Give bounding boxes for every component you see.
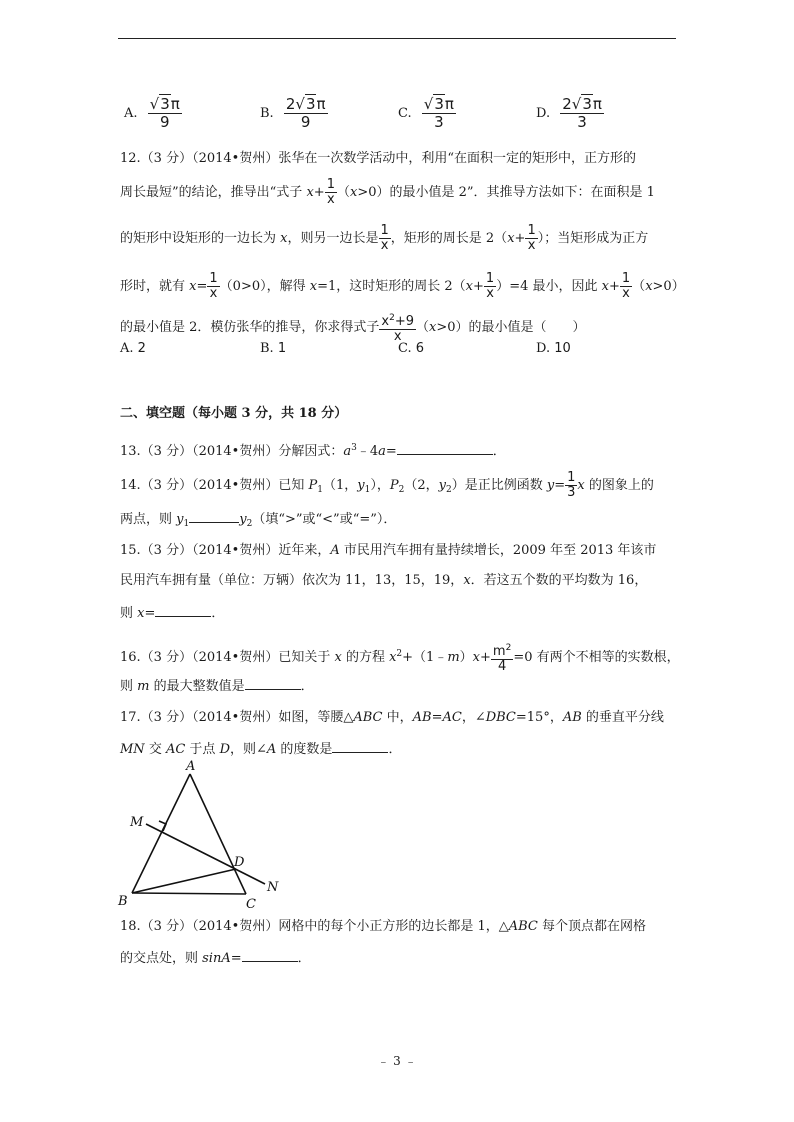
denominator: 9 <box>300 113 311 131</box>
text: 交 <box>144 742 166 757</box>
var-x: x <box>577 478 585 493</box>
numerator: 1 <box>567 470 576 485</box>
sqrt-symbol: √3 <box>423 95 444 113</box>
var-A: A <box>266 742 277 757</box>
text: 的垂直平分线 <box>581 710 664 725</box>
text: 则 <box>120 606 138 621</box>
answer-blank[interactable] <box>245 677 301 690</box>
var-x: x <box>389 650 397 665</box>
var-x: x <box>601 279 609 294</box>
denominator: x <box>209 286 218 301</box>
text: 13.（3 分）（2014•贺州）分解因式： <box>120 444 344 459</box>
answer-blank[interactable] <box>332 740 388 753</box>
option-letter: C. <box>398 341 412 356</box>
numerator: 1 <box>621 271 631 286</box>
numerator: 1 <box>380 223 389 238</box>
text: 的度数是 <box>276 742 333 757</box>
side-BC <box>132 893 246 894</box>
text: （2， <box>404 478 439 493</box>
text: 民用汽车拥有量（单位：万辆）依次为 11，13，15，19， <box>120 573 464 588</box>
text: ，∠ <box>461 710 486 725</box>
q12-line-5 <box>120 311 586 344</box>
text: 的最大整数值是 <box>149 679 245 694</box>
var-P: P <box>389 478 399 493</box>
var-y: y <box>176 512 184 527</box>
option-letter: B. <box>260 106 274 121</box>
section-2-title: 二、填空题（每小题 3 分，共 18 分） <box>120 406 348 421</box>
text: 形时，就有 <box>120 279 190 294</box>
answer-blank[interactable] <box>397 442 493 455</box>
var-x: x <box>306 185 314 200</box>
q11-option-b <box>260 96 328 131</box>
text: =15°， <box>515 710 563 725</box>
denominator: x <box>326 192 335 207</box>
radicand: 3 <box>582 95 592 113</box>
denominator: 4 <box>497 659 507 674</box>
q11-option-a <box>124 96 182 131</box>
q14-line-2 <box>120 510 396 532</box>
text: ． <box>388 742 402 757</box>
answer-blank[interactable] <box>242 949 298 962</box>
text: 14.（3 分）（2014•贺州）已知 <box>120 478 309 493</box>
option-letter: A. <box>124 106 138 121</box>
text: 17.（3 分）（2014•贺州）如图，等腰△ <box>120 710 354 725</box>
var-x: x <box>507 231 515 246</box>
label-C: C <box>246 897 256 910</box>
q11-option-c <box>398 96 456 131</box>
text: + <box>473 279 484 294</box>
option-letter: C. <box>398 106 412 121</box>
text: ．若这五个数的平均数为 16， <box>470 573 648 588</box>
text: ） <box>459 650 473 665</box>
q16-line-2 <box>120 677 314 695</box>
q16-line-1 <box>120 641 680 674</box>
subscript: 1 <box>317 485 323 495</box>
text: ． <box>297 951 311 966</box>
fraction-1-over-3 <box>565 471 577 500</box>
var-y: y <box>546 478 555 493</box>
text: + <box>313 185 325 200</box>
text: （1， <box>322 478 358 493</box>
text: ）是正比例函数 <box>451 478 547 493</box>
header-rule <box>118 38 676 39</box>
var-AB: AB <box>412 710 432 725</box>
page-number: ﹣ 3 ﹣ <box>377 1054 417 1068</box>
var-x: x <box>645 279 653 294</box>
text: = <box>554 478 566 493</box>
var-sinA: sinA <box>202 951 231 966</box>
side-AC <box>190 774 246 894</box>
q12-line-2 <box>120 178 655 207</box>
numerator-rest: +9 <box>394 314 415 329</box>
subscript: 1 <box>364 485 371 495</box>
var-AC: AC <box>165 742 186 757</box>
var-A: A <box>330 543 340 558</box>
segment-BD <box>132 869 236 893</box>
triangle-figure <box>110 760 290 910</box>
var-y: y <box>438 478 446 493</box>
text: （ <box>632 279 646 294</box>
q17-line-1 <box>120 710 664 726</box>
var-P: P <box>308 478 318 493</box>
denominator: x <box>393 329 402 344</box>
coefficient: 2 <box>562 95 572 113</box>
subscript: 2 <box>445 485 452 495</box>
fraction-x2-plus-9-over-x <box>379 311 416 344</box>
text: ． <box>300 679 314 694</box>
exponent: 2 <box>396 649 403 659</box>
question-13 <box>120 440 506 460</box>
var-AB: AB <box>562 710 582 725</box>
line-MN <box>146 824 265 884</box>
sqrt-symbol: √3 <box>571 95 592 113</box>
text: 市民用汽车拥有量持续增长，2009 年至 2013 年该市 <box>339 543 657 558</box>
numerator: 1 <box>485 271 495 286</box>
numerator: 1 <box>527 223 536 238</box>
var-x: x <box>463 573 471 588</box>
option-value: 10 <box>554 341 571 356</box>
numerator-base: m <box>492 644 506 659</box>
text: ． <box>492 444 506 459</box>
text: >0） <box>652 279 685 294</box>
var-x: x <box>472 650 481 665</box>
text: = <box>385 444 397 459</box>
text: 的矩形中设矩形的一边长为 <box>120 231 281 246</box>
var-x: x <box>465 279 474 294</box>
text: （填“>”或“<”或“=”）． <box>252 512 397 527</box>
text: = <box>431 710 443 725</box>
var-x: x <box>429 320 437 335</box>
text: 周长最短”的结论，推导出“式子 <box>120 185 307 200</box>
radicand: 3 <box>434 95 444 113</box>
text: ）；当矩形成为正方 <box>537 231 649 246</box>
q12-line-3 <box>120 224 648 253</box>
denominator: 9 <box>159 113 170 131</box>
text: 16.（3 分）（2014•贺州）已知关于 <box>120 650 335 665</box>
text: ）=4 最小，因此 <box>496 279 602 294</box>
q12-option-d <box>536 341 571 357</box>
denominator: 3 <box>577 113 587 131</box>
q15-line-3 <box>120 604 224 622</box>
label-B: B <box>118 894 128 909</box>
sqrt-symbol: √3 <box>295 95 316 113</box>
text: = <box>230 951 242 966</box>
denominator: x <box>380 238 389 253</box>
var-m: m <box>447 650 460 665</box>
q14-line-1 <box>120 471 654 500</box>
var-x: x <box>137 606 145 621</box>
var-x: x <box>189 279 197 294</box>
option-fraction <box>422 96 456 131</box>
text: 中， <box>382 710 413 725</box>
numerator: 1 <box>326 177 335 192</box>
option-letter: D. <box>536 341 551 356</box>
fraction-1-over-x <box>525 224 537 253</box>
option-letter: B. <box>260 341 274 356</box>
fraction-1-over-x <box>325 178 337 207</box>
text: 的方程 <box>341 650 390 665</box>
text: = <box>144 606 156 621</box>
fraction-1-over-x <box>484 272 496 301</box>
text: 的交点处，则 <box>120 951 203 966</box>
var-a: a <box>378 444 386 459</box>
q12-option-a <box>120 341 146 357</box>
var-AC: AC <box>442 710 462 725</box>
option-value: 2 <box>137 341 146 356</box>
text: =0 有两个不相等的实数根， <box>513 650 680 665</box>
text: ﹣4 <box>356 444 379 459</box>
radicand: 3 <box>160 95 170 113</box>
fraction-1-over-x <box>620 272 632 301</box>
pi-symbol: π <box>592 95 602 113</box>
var-a: a <box>343 444 352 459</box>
fraction-m2-over-4 <box>491 641 513 674</box>
var-y: y <box>357 478 365 493</box>
var-DBC: DBC <box>485 710 516 725</box>
exponent: 3 <box>351 443 357 453</box>
text: 15.（3 分）（2014•贺州）近年来， <box>120 543 331 558</box>
var-m: m <box>137 679 150 694</box>
denominator: x <box>486 286 494 301</box>
var-ABC: ABC <box>353 710 383 725</box>
denominator: x <box>622 286 630 301</box>
q12-line-1: 12.（3 分）（2014•贺州）张华在一次数学活动中，利用“在面积一定的矩形中，正方形的 <box>120 151 636 166</box>
option-letter: A. <box>120 341 134 356</box>
var-x: x <box>349 185 358 200</box>
fraction-1-over-x <box>379 224 391 253</box>
option-fraction <box>148 96 182 131</box>
side-AB <box>132 774 190 893</box>
q12-option-c <box>398 341 424 357</box>
var-D: D <box>219 742 230 757</box>
denominator: x <box>527 238 536 253</box>
q12-line-4 <box>120 272 685 301</box>
fraction-1-over-x <box>207 272 219 301</box>
pi-symbol: π <box>316 95 326 113</box>
var-ABC: ABC <box>508 919 538 934</box>
pi-symbol: π <box>444 95 454 113</box>
answer-blank[interactable] <box>155 604 211 617</box>
text: + <box>480 650 491 665</box>
text: （ <box>416 320 430 335</box>
var-x: x <box>280 231 288 246</box>
var-MN: MN <box>120 742 145 757</box>
text: >0）的最小值是（ ） <box>436 320 586 335</box>
text: + <box>514 231 526 246</box>
sqrt-symbol: √3 <box>149 95 170 113</box>
text: 两点，则 <box>120 512 177 527</box>
var-y: y <box>239 512 247 527</box>
q15-line-1 <box>120 543 656 559</box>
option-value: 6 <box>415 341 425 356</box>
text: ，则另一边长是 <box>287 231 379 246</box>
text: ． <box>211 606 225 621</box>
q12-option-b <box>260 341 286 357</box>
text: +（1﹣ <box>402 650 448 665</box>
text: ，矩形的周长是 2（ <box>390 231 508 246</box>
text: = <box>196 279 208 294</box>
text: 的最小值是 2．模仿张华的推导，你求得式子 <box>120 320 380 335</box>
text: （ <box>336 185 350 200</box>
text: + <box>608 279 620 294</box>
text: 则 <box>120 679 138 694</box>
q11-option-d <box>536 96 604 131</box>
text: 于点 <box>185 742 220 757</box>
label-A: A <box>186 760 196 774</box>
pi-symbol: π <box>170 95 180 113</box>
coefficient: 2 <box>285 95 296 113</box>
option-fraction <box>284 96 328 131</box>
text: ，则∠ <box>230 742 267 757</box>
numerator: 1 <box>209 271 218 286</box>
label-M: M <box>130 815 144 830</box>
label-N: N <box>267 880 279 895</box>
radicand: 3 <box>305 95 316 113</box>
text: =1，这时矩形的周长 2（ <box>317 279 466 294</box>
q18-line-2 <box>120 949 311 967</box>
q18-line-1 <box>120 919 646 935</box>
label-D: D <box>234 855 245 870</box>
subscript: 1 <box>183 519 190 529</box>
text: 18.（3 分）（2014•贺州）网格中的每个小正方形的边长都是 1，△ <box>120 919 509 934</box>
denominator: 3 <box>434 113 444 131</box>
numerator-base: x <box>381 314 390 329</box>
exponent: 2 <box>389 313 395 323</box>
option-letter: D. <box>536 106 551 121</box>
text: 的图象上的 <box>584 478 654 493</box>
exponent: 2 <box>505 643 512 653</box>
text: ）， <box>370 478 390 493</box>
q15-line-2 <box>120 573 647 589</box>
text: 每个顶点都在网格 <box>537 919 647 934</box>
var-x: x <box>309 279 318 294</box>
subscript: 2 <box>246 519 253 529</box>
q17-line-2 <box>120 740 401 758</box>
option-value: 1 <box>277 341 287 356</box>
text: （0>0），解得 <box>219 279 310 294</box>
text: >0）的最小值是 2”．其推导方法如下：在面积是 1 <box>357 185 655 200</box>
var-x: x <box>334 650 342 665</box>
option-fraction <box>560 96 604 131</box>
subscript: 2 <box>398 485 405 495</box>
denominator: 3 <box>567 485 576 500</box>
answer-blank[interactable] <box>189 510 239 523</box>
